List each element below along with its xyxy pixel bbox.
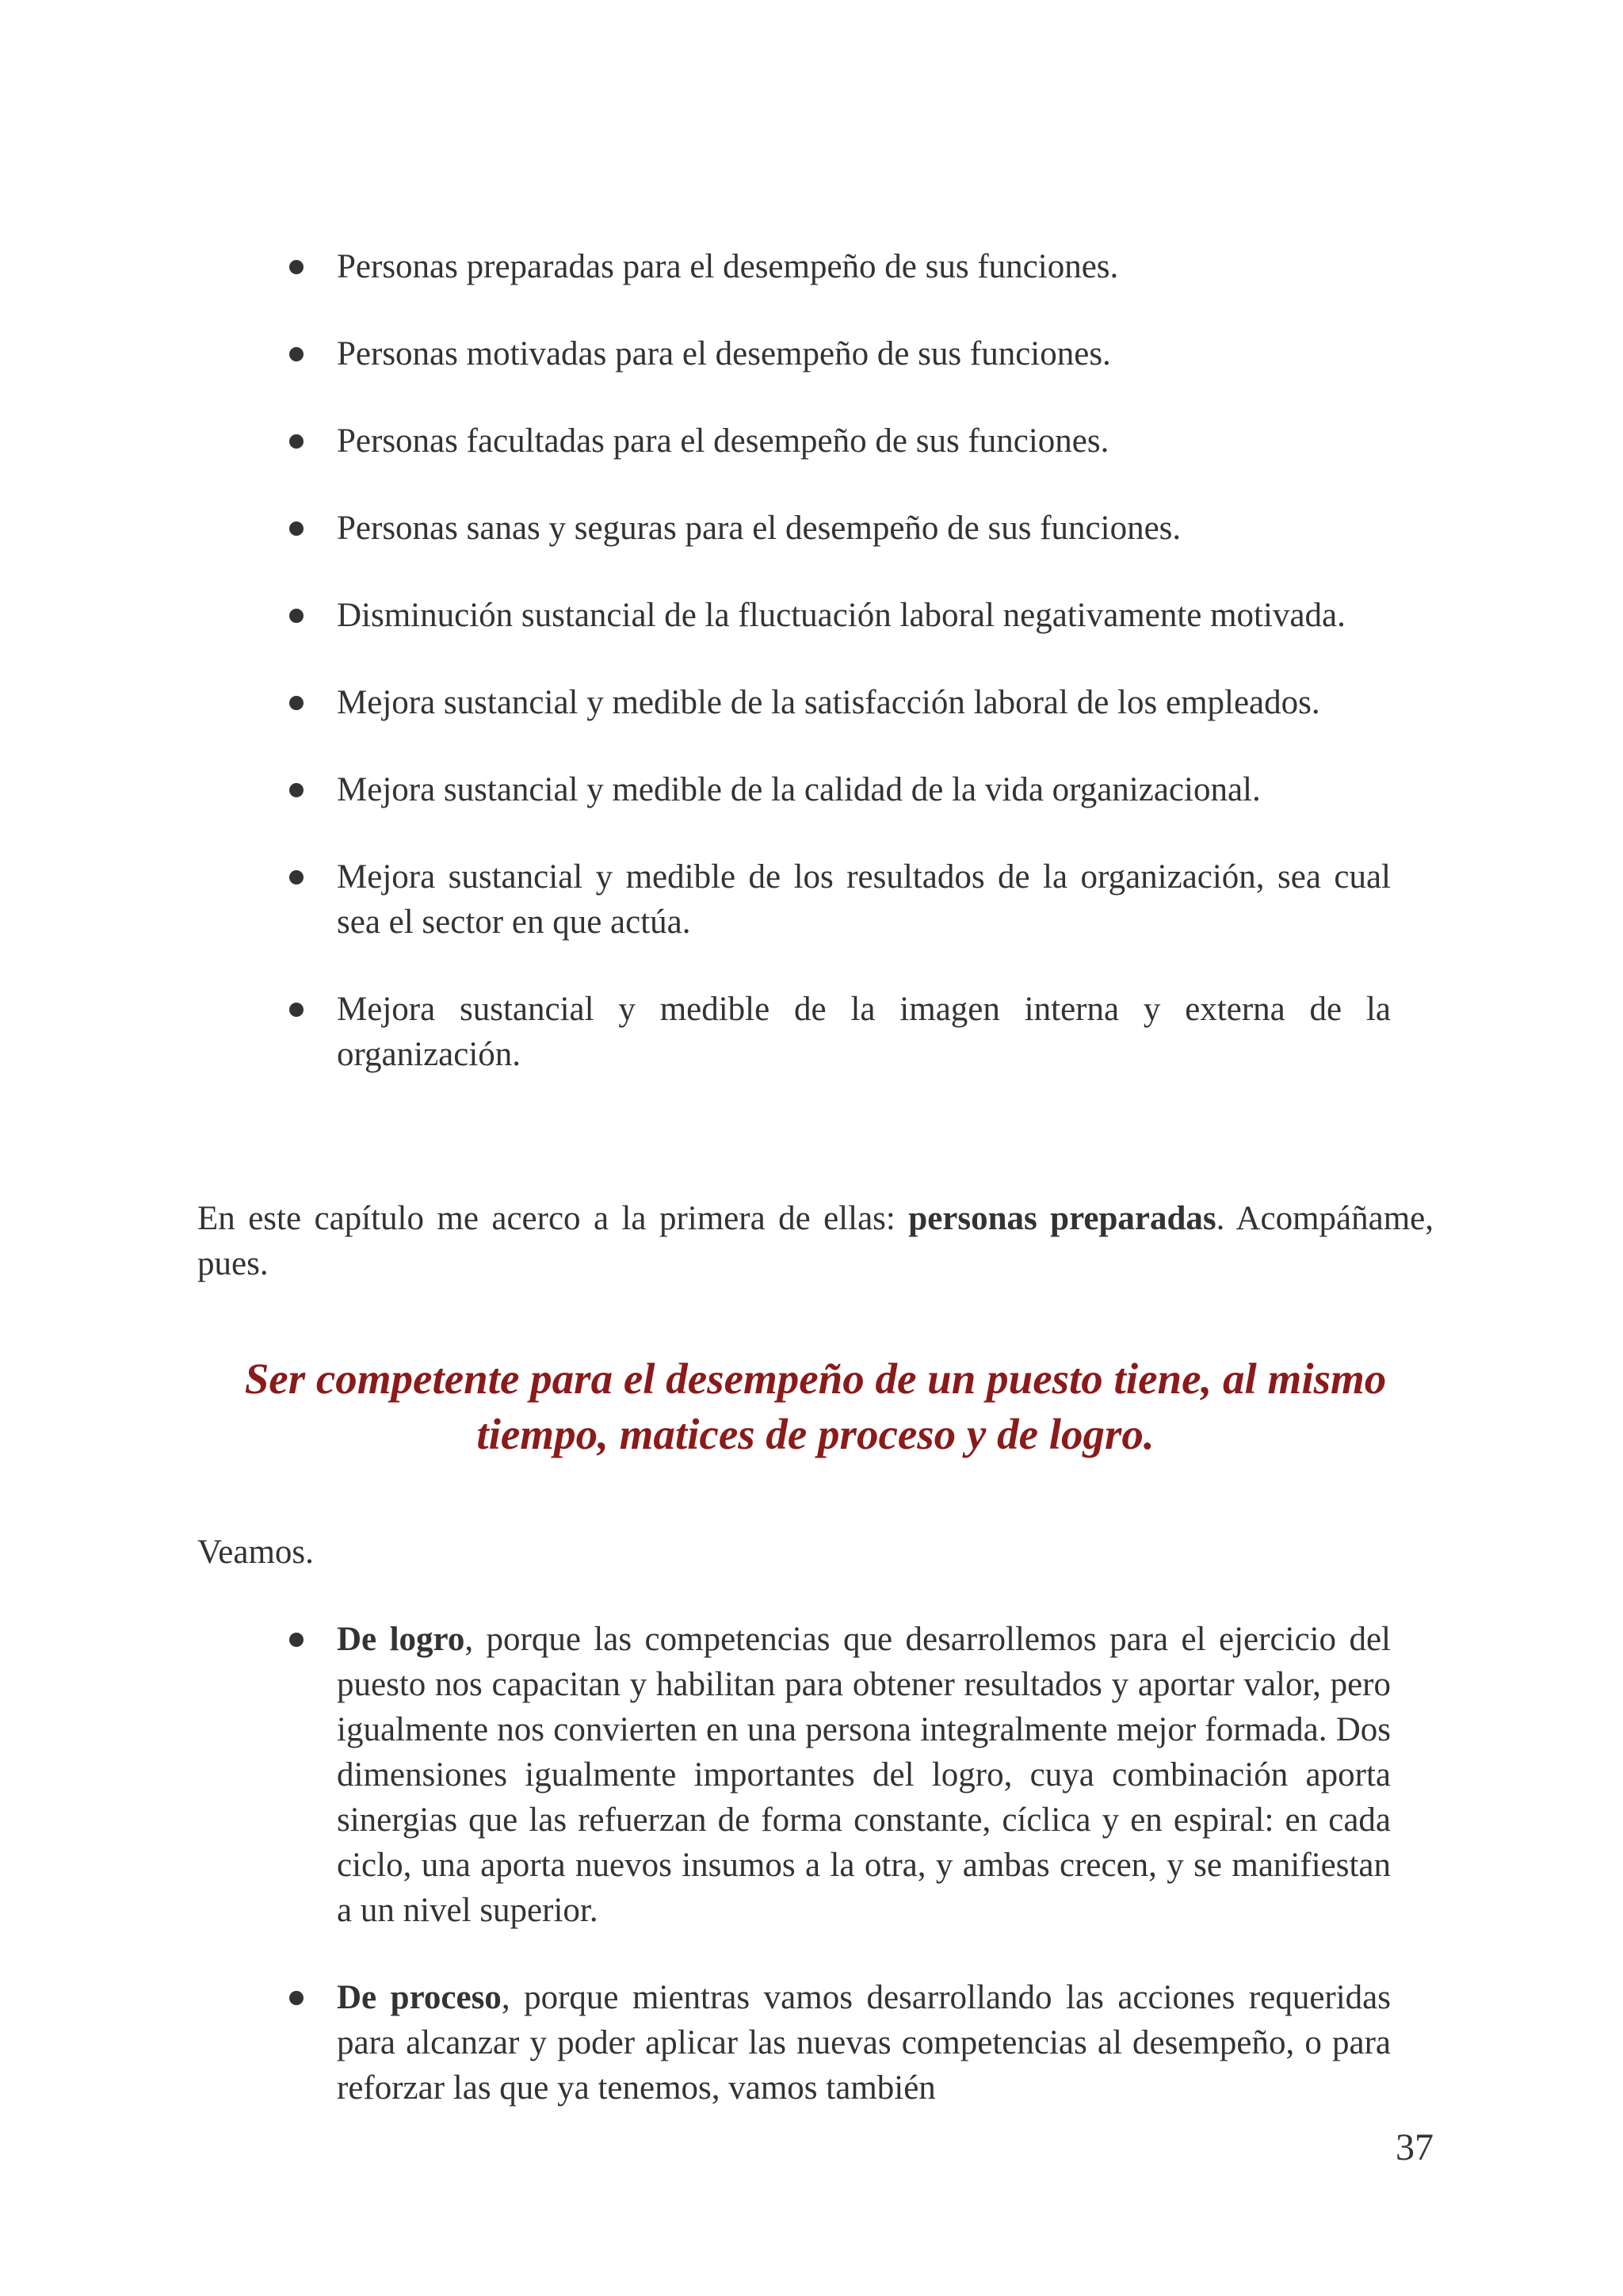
bullet-icon — [289, 434, 304, 449]
bullet-icon — [289, 260, 304, 274]
bullet-icon — [289, 521, 304, 536]
bullet-icon — [289, 696, 304, 710]
page-number: 37 — [1396, 2126, 1434, 2168]
list-item-text: Personas facultadas para el desempeño de sus funciones. — [337, 422, 1109, 460]
list-item-text: Mejora sustancial y medible de los resultados de la organización, sea cual sea el sector en que actúa. — [337, 858, 1391, 941]
list-item — [289, 854, 1391, 945]
competence-list — [289, 1617, 1391, 2111]
list-item — [289, 680, 1391, 725]
list-item — [289, 593, 1391, 638]
bullet-icon — [289, 1003, 304, 1017]
list-item-text: Disminución sustancial de la fluctuación laboral negativamente motivada. — [337, 597, 1346, 634]
intro-paragraph — [197, 1196, 1434, 1286]
bullet-icon — [289, 870, 304, 884]
list-item-text: Personas motivadas para el desempeño de sus funciones. — [337, 335, 1111, 372]
list-item-text: , porque las competencias que desarrollemos para el ejercicio del puesto nos capacitan y habilitan para obtener resultados y aportar valor, pero igualmente nos convierten en una persona integralmente mejor formada. Dos dimensiones igualmente importantes del logro, cuya combinación aporta sinergias que las refuerzan de forma constante, cíclica y en espiral: en cada ciclo, una aporta nuevos insumos a la otra, y ambas crecen, y se manifiestan a un nivel superior. — [337, 1621, 1391, 1929]
intro-bold-term: personas preparadas — [908, 1200, 1216, 1237]
list-item-bold: De logro — [337, 1621, 465, 1658]
list-item-text: Personas sanas y seguras para el desempeño de sus funciones. — [337, 510, 1182, 547]
intro-text-after: . Acompáñame, pues. — [197, 1200, 1434, 1282]
list-item — [289, 506, 1391, 551]
list-item — [289, 418, 1391, 464]
bullet-icon — [289, 1991, 304, 2005]
list-item — [289, 767, 1391, 812]
list-item-bold: De proceso — [337, 1979, 502, 2016]
section-heading: Ser competente para el desempeño de un puesto tiene, al mismo tiempo, matices de proceso y de logro. — [244, 1354, 1387, 1458]
list-item-text: , porque mientras vamos desarrollando las acciones requeridas para alcanzar y poder aplicar las nuevas competencias al desempeño, o para reforzar las que ya tenemos, vamos también — [337, 1979, 1391, 2107]
bullet-icon — [289, 783, 304, 797]
bullet-icon — [289, 609, 304, 623]
list-item-text: Personas preparadas para el desempeño de sus funciones. — [337, 248, 1119, 285]
list-item-text: Mejora sustancial y medible de la satisfacción laboral de los empleados. — [337, 684, 1320, 721]
list-item — [289, 987, 1391, 1077]
list-item — [289, 1975, 1391, 2111]
list-item — [289, 244, 1391, 289]
bullet-icon — [289, 1633, 304, 1647]
bullet-icon — [289, 347, 304, 361]
list-item-text: Mejora sustancial y medible de la calidad de la vida organizacional. — [337, 771, 1261, 808]
list-item — [289, 331, 1391, 376]
list-item-text: Mejora sustancial y medible de la imagen interna y externa de la organización. — [337, 991, 1391, 1073]
benefits-list — [289, 244, 1391, 1077]
list-item — [289, 1617, 1391, 1933]
intro-text-before: En este capítulo me acerco a la primera de ellas: — [197, 1200, 909, 1237]
veamos-paragraph: Veamos. — [197, 1534, 314, 1571]
